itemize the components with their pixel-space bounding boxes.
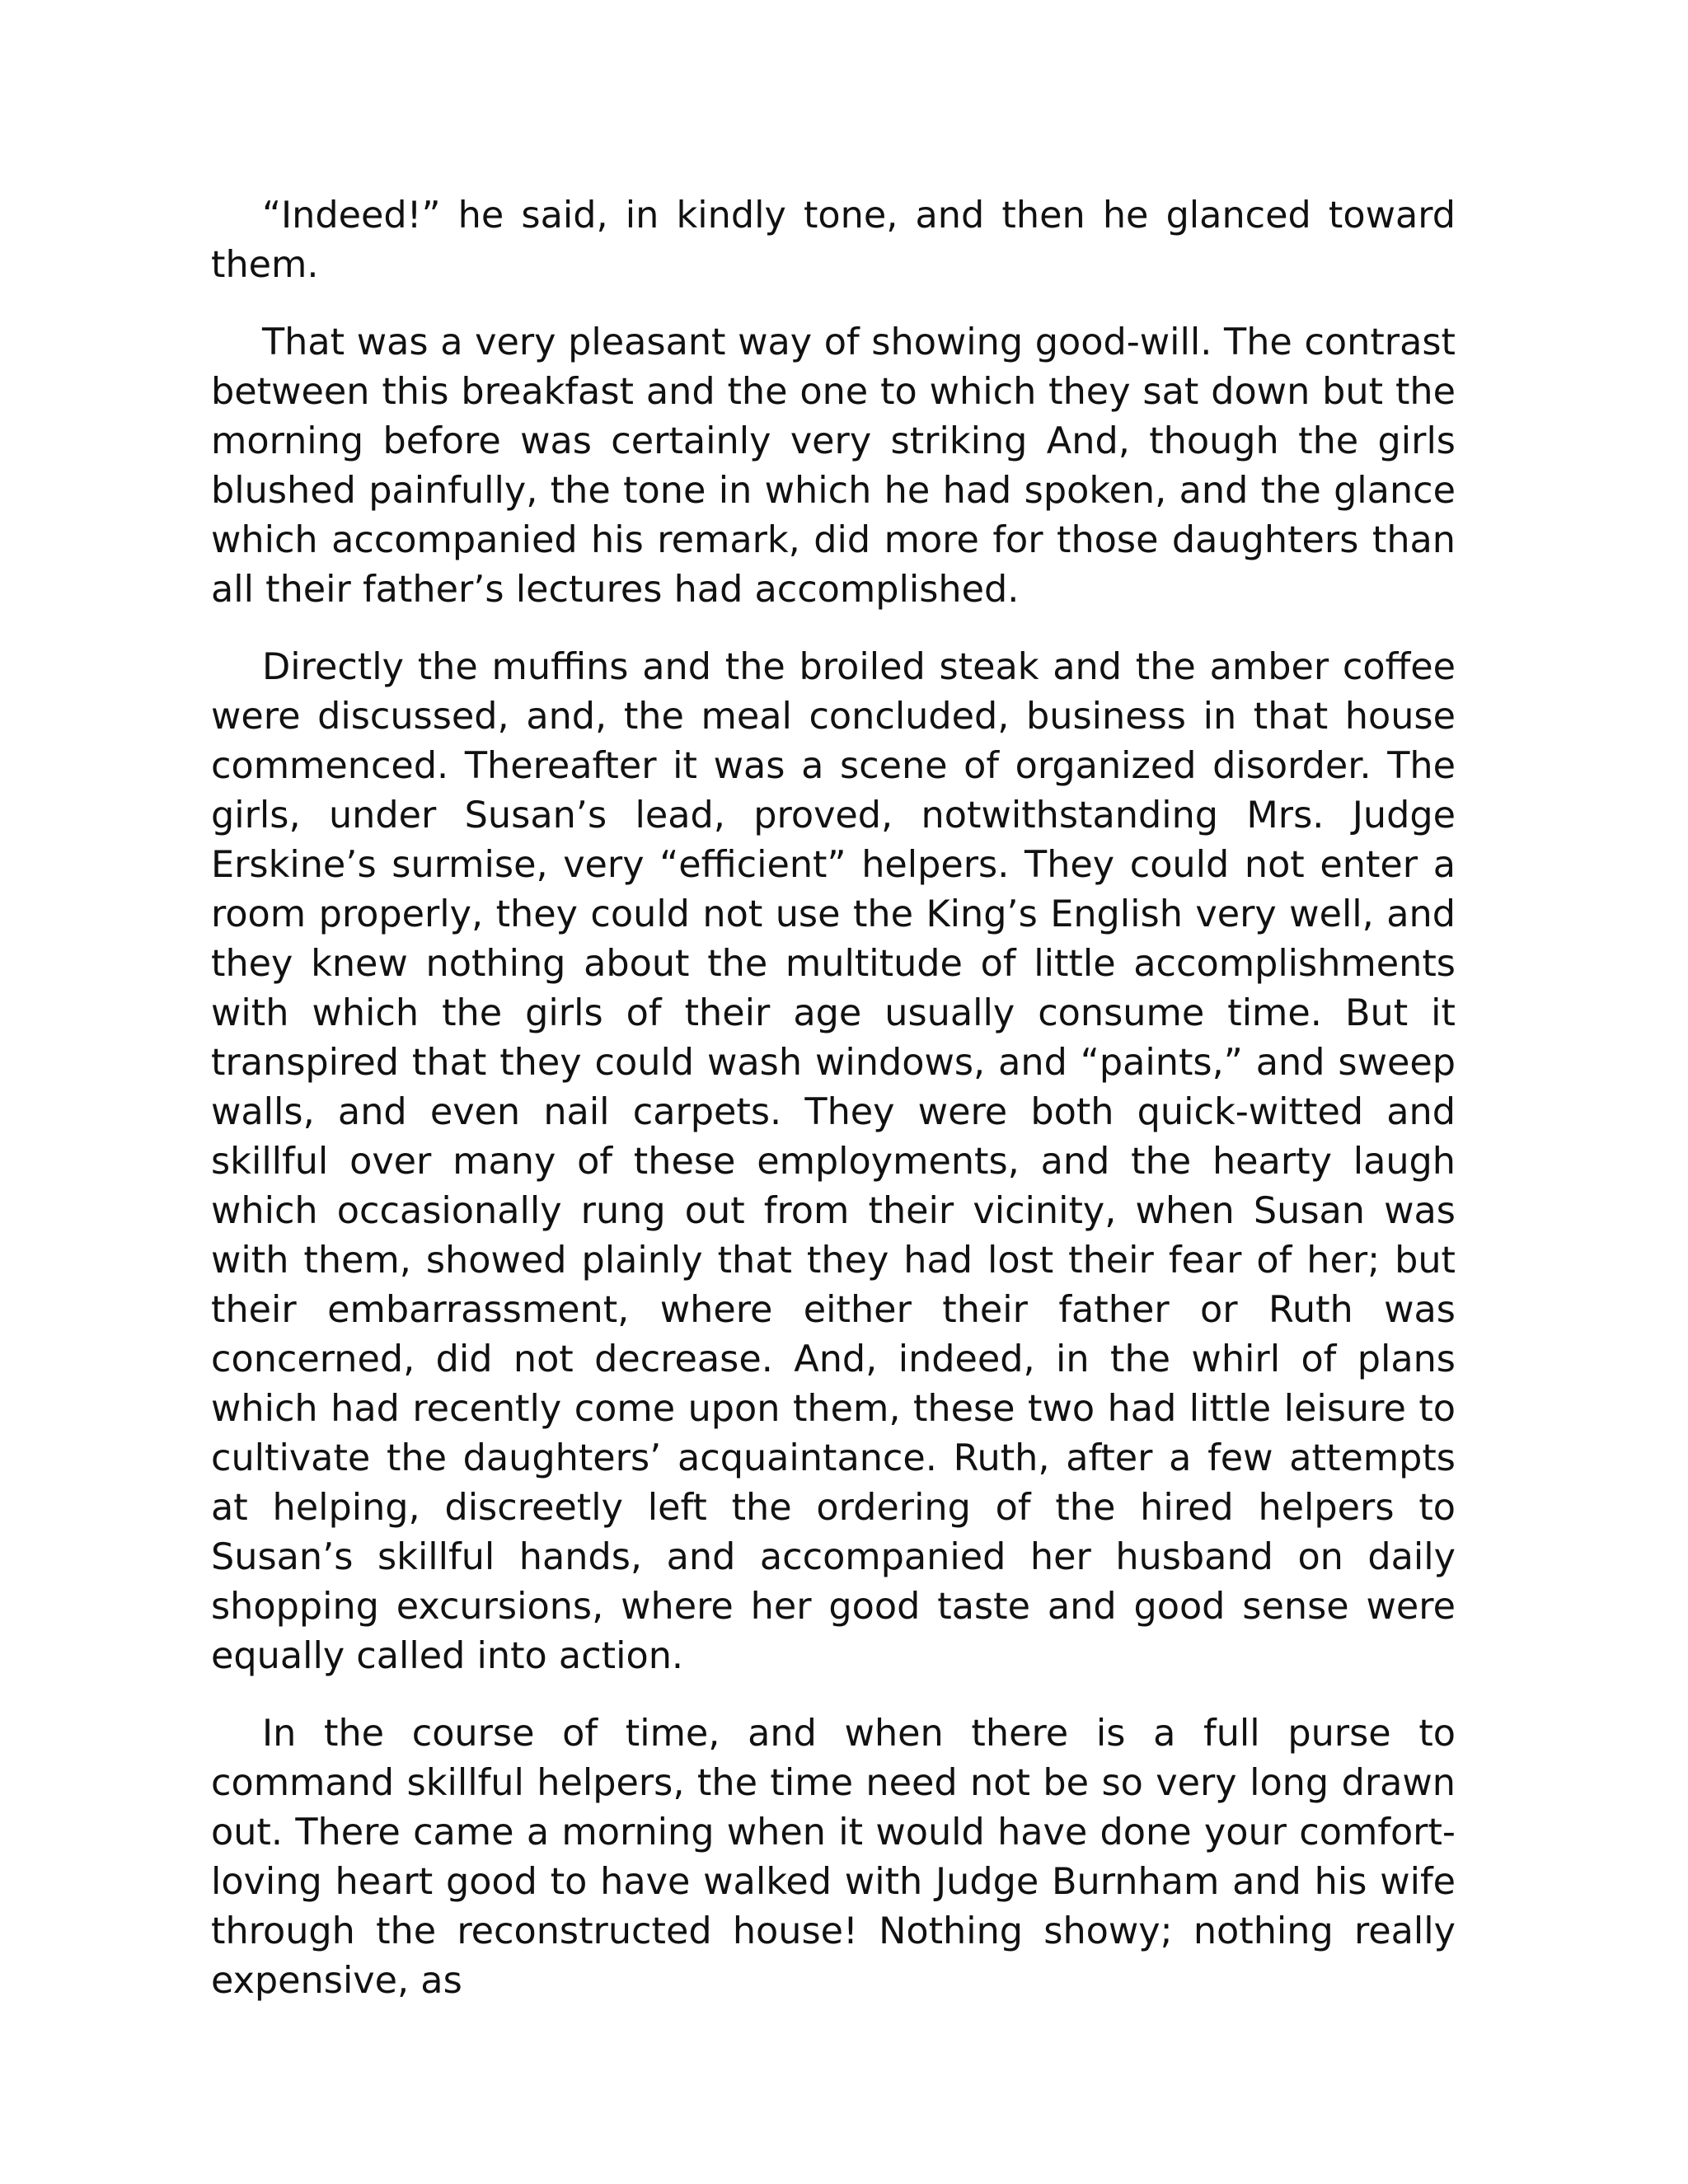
paragraph-4: In the course of time, and when there is a full purse to command skillful helpers, the time need not be so very long drawn out. There came a morning when it would have done your comfort-loving heart good to have walked with Judge Burnham and his wife through the reconstructed house! Nothing showy; nothing really expensive, as: [211, 1713, 1456, 2002]
page-body: [211, 191, 1456, 2034]
paragraph-1: “Indeed!” he said, in kindly tone, and then he glanced toward them.: [211, 194, 1456, 286]
paragraph-2: That was a very pleasant way of showing good-will. The contrast between this breakfast and the one to which they sat down but the morning before was certainly very striking And, though the girls blushed painfully, the tone in which he had spoken, and the glance which accompanied his remark, did more for those daughters than all their father’s lectures had accomplished.: [211, 321, 1456, 611]
paragraph-3: Directly the muffins and the broiled steak and the amber coffee were discussed, and, the meal concluded, business in that house commenced. Thereafter it was a scene of organized disorder. The girls, under Susan’s lead, proved, notwithstanding Mrs. Judge Erskine’s surmise, very “efficient” helpers. They could not enter a room properly, they could not use the King’s English very well, and they knew nothing about the multitude of little accomplishments with which the girls of their age usually consume time. But it transpired that they could wash windows, and “paints,” and sweep walls, and even nail carpets. They were both quick-witted and skillful over many of these employments, and the hearty laugh which occasionally rung out from their vicinity, when Susan was with them, showed plainly that they had lost their fear of her; but their embarrassment, where either their father or Ruth was concerned, did not decrease. And, indeed, in the whirl of plans which had recently come upon them, these two had little leisure to cultivate the daughters’ acquaintance. Ruth, after a few attempts at helping, discreetly left the ordering of the hired helpers to Susan’s skillful hands, and accompanied her husband on daily shopping excursions, where her good taste and good sense were equally called into action.: [211, 646, 1456, 1677]
